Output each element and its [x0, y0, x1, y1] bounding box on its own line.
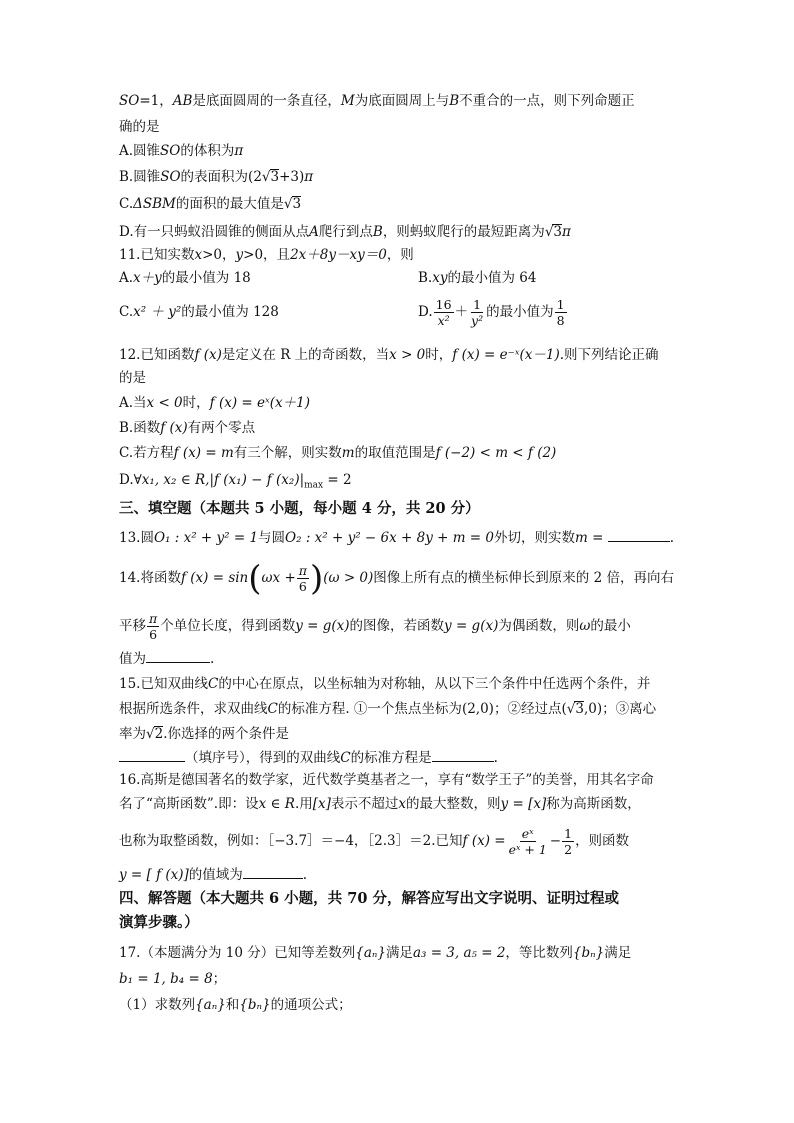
numerator: 1: [556, 297, 565, 312]
q16-line2: [119, 795, 641, 813]
math: ∀x₁, x₂ ∈ R,: [133, 472, 210, 488]
math: x > 0: [389, 347, 426, 363]
denominator: x²: [437, 313, 450, 328]
text: 12.已知函数: [119, 347, 195, 363]
text: 的通项公式；: [270, 997, 352, 1013]
math: x＋y: [133, 270, 162, 286]
text: 满足: [385, 945, 413, 961]
sqrt-radicand: 2: [154, 726, 164, 742]
text: B.: [418, 270, 433, 286]
math: {bₙ}: [572, 945, 605, 961]
text: ；②经过点: [493, 701, 562, 717]
text: >0，: [202, 247, 236, 263]
q12-option-a: [119, 394, 310, 412]
text: .: [210, 651, 215, 667]
denominator: eˣ + 1: [508, 842, 547, 857]
math: |f (x₁) − f (x₂)|: [209, 472, 305, 488]
denominator: 8: [556, 313, 565, 328]
q17-part1: [119, 996, 352, 1014]
answer-blank[interactable]: [119, 749, 185, 762]
text: 的最大整数，则: [406, 796, 501, 812]
text: 爬行到点: [318, 224, 373, 240]
fraction: [562, 826, 574, 857]
text: 也称为取整函数，例如：［−3.7］＝−4，［2.3］＝2.已知: [119, 833, 463, 849]
math: (2: [248, 169, 262, 185]
text: B.圆锥: [119, 169, 161, 185]
q11-stem: [119, 246, 414, 264]
sqrt-radicand: 3: [270, 169, 280, 185]
q10-stem-line1: [119, 92, 635, 110]
text: ；: [212, 971, 227, 987]
text: D.有一只蚂蚁沿圆锥的侧面从点: [119, 224, 310, 240]
q10-option-b: B.圆锥SO的表面积为(2√3+3)π: [119, 169, 314, 185]
fraction: [147, 611, 159, 642]
text: A.: [119, 270, 134, 286]
paren-open: (: [248, 558, 262, 599]
text: 11.已知实数: [119, 247, 195, 263]
math-b: B: [449, 93, 460, 109]
math: SO: [160, 143, 181, 159]
math: C: [207, 676, 219, 692]
text: .你选择的两个条件是: [163, 726, 289, 742]
math: x ∈ R: [258, 796, 295, 812]
fraction: [469, 297, 485, 328]
text: 平移: [119, 618, 146, 634]
text: 有三个解，则实数: [233, 445, 342, 461]
math: (: [561, 701, 567, 717]
math-m: M: [340, 93, 355, 109]
math: {aₙ}: [195, 997, 226, 1013]
text: 称为高斯函数，: [546, 796, 641, 812]
q17-line1: [119, 944, 631, 962]
math: ΔSBM: [133, 196, 176, 212]
math: = 2: [327, 472, 352, 488]
text: （填序号），得到的双曲线: [185, 750, 341, 766]
math: f (x) =: [462, 833, 506, 849]
text: 的最小值为: [486, 304, 554, 320]
q15-line3: 率为√2.你选择的两个条件是: [119, 726, 289, 742]
math: f (x) = eˣ(x＋1): [209, 395, 311, 411]
text: >0，且: [243, 247, 291, 263]
text: 是定义在 R 上的奇函数，当: [221, 347, 390, 363]
math: O₂ : x² + y² − 6x + 8y + m = 0: [285, 530, 495, 546]
section-3-heading: 三、填空题（本题共 5 小题，每小题 4 分，共 20 分）: [119, 500, 480, 517]
text: .: [302, 867, 308, 883]
sqrt-radicand: 3: [292, 196, 302, 212]
text: 图像上所有点的横坐标伸长到原来的 2 倍，再向右: [373, 570, 674, 586]
q16-line1: 16.高斯是德国著名的数学家，近代数学奠基者之一，享有“数学王子”的美誉，用其名字命: [119, 772, 654, 788]
numerator: 16: [435, 297, 452, 312]
math: 2x＋8y－xy＝0: [290, 247, 387, 263]
numerator: eˣ: [521, 826, 534, 841]
math: y: [235, 247, 244, 263]
section-4-heading-line1: 四、解答题（本大题共 6 小题，共 70 分，解答应写出文字说明、证明过程或: [119, 890, 619, 907]
fraction: [297, 563, 309, 594]
math: ω: [579, 618, 591, 634]
math: f (x) = e⁻ˣ(x－1): [452, 347, 560, 363]
math-so: SO: [119, 93, 140, 109]
text: 名了“高斯函数”.即：设: [119, 796, 259, 812]
q12-stem-line1: [119, 346, 659, 364]
text: 的取值范围是: [354, 445, 436, 461]
text: 率为: [119, 726, 146, 742]
denominator: 6: [298, 579, 307, 594]
math: x² ＋ y²: [133, 304, 182, 320]
text: 和: [225, 997, 240, 1013]
text: C.若方程: [119, 445, 174, 461]
math: SO: [160, 169, 181, 185]
denominator: 6: [149, 627, 158, 642]
q16-line4: [119, 866, 307, 884]
denominator: y²: [471, 313, 484, 328]
text: C.: [119, 196, 134, 212]
text: A.当: [119, 395, 147, 411]
math: [x]: [312, 796, 331, 812]
sqrt-radicand: 3: [575, 701, 584, 717]
text: .: [669, 530, 675, 546]
text: ；③离心: [602, 701, 657, 717]
math: f (x): [160, 420, 188, 436]
q12-option-d: [119, 471, 352, 495]
text: 的最小值为 64: [447, 270, 537, 286]
text: B.函数: [119, 420, 161, 436]
text: 的最小: [590, 618, 631, 634]
q15-line4: [119, 749, 498, 767]
numerator: 1: [473, 297, 482, 312]
text: 的体积为: [180, 143, 235, 159]
text: −: [549, 833, 562, 849]
text: 的最小值为 18: [161, 270, 251, 286]
text: .: [493, 750, 498, 766]
text: 的值域为: [188, 867, 243, 883]
fraction: [555, 297, 567, 328]
math: xy: [432, 270, 448, 286]
text: 的图像，若函数: [349, 618, 445, 634]
q12-option-b: [119, 419, 255, 437]
q17-line2: [119, 970, 226, 988]
text: .则下列结论正确: [559, 347, 659, 363]
text: C.: [119, 304, 134, 320]
math: m: [575, 530, 588, 546]
section-4-heading-line2: 演算步骤。）: [119, 914, 199, 931]
text: ，则: [386, 247, 414, 263]
text: 个单位长度，得到函数: [160, 618, 296, 634]
q10-option-a: [119, 142, 243, 160]
text: 与圆: [258, 530, 286, 546]
math: π: [304, 169, 314, 185]
text: 表示不超过: [330, 796, 399, 812]
q10-option-d: D.有一只蚂蚁沿圆锥的侧面从点A爬行到点B，则蚂蚁爬行的最短距离为√3π: [119, 224, 571, 240]
math: x: [194, 247, 203, 263]
q11-option-c: [119, 303, 279, 321]
q16-line3: [119, 822, 629, 860]
math: C: [340, 750, 351, 766]
math: ,0): [583, 701, 603, 717]
text: （1）求数列: [119, 997, 196, 1013]
text: 是底面圆周的一条直径，: [192, 93, 341, 109]
q14-line2: [119, 608, 631, 644]
text: 的最小值为 128: [181, 304, 279, 320]
text: 有两个零点: [187, 420, 256, 436]
q14-line3: [119, 650, 214, 668]
math: B: [372, 224, 383, 240]
math: y = [ f (x)]: [119, 867, 189, 883]
q11-option-d: [418, 293, 568, 331]
text: 为底面圆周上与: [354, 93, 450, 109]
fraction: [434, 297, 454, 328]
text: 不重合的一点，则下列命题正: [459, 93, 635, 109]
text: 值为: [119, 651, 146, 667]
text: D.: [119, 472, 134, 488]
q12-option-c: [119, 444, 556, 462]
answer-blank[interactable]: [146, 650, 210, 663]
answer-blank[interactable]: [243, 866, 303, 879]
q10-option-c: C.ΔSBM的面积的最大值是√3: [119, 196, 302, 212]
text: ，则蚂蚁爬行的最短距离为: [382, 224, 545, 240]
fraction: [507, 826, 549, 857]
text: 13.圆: [119, 530, 154, 546]
text: 满足: [604, 945, 632, 961]
text: 的表面积为: [180, 169, 249, 185]
text: ，等比数列: [505, 945, 573, 961]
answer-blank[interactable]: [608, 529, 670, 542]
q11-option-b: [418, 269, 536, 287]
q15-line2: 根据所选条件，求双曲线C的标准方程. ①一个焦点坐标为(2,0)；②经过点(√3,0)；③离心: [119, 701, 657, 717]
math: {aₙ}: [355, 945, 386, 961]
numerator: π: [298, 563, 307, 578]
math: y = [x]: [500, 796, 547, 812]
math: C: [267, 701, 278, 717]
text: 14.将函数: [119, 570, 181, 586]
text: 时，: [182, 395, 210, 411]
math: f (−2) < m < f (2): [435, 445, 557, 461]
text: 外切，则实数: [494, 530, 576, 546]
math: (ω > 0): [323, 570, 374, 586]
q15-line1: [119, 675, 650, 693]
math: π: [562, 224, 571, 240]
text: 15.已知双曲线: [119, 676, 208, 692]
math: x < 0: [146, 395, 183, 411]
text: 的中心在原点，以坐标轴为对称轴，从以下三个条件中任选两个条件，并: [218, 676, 651, 692]
q12-stem-line2: 的是: [119, 370, 146, 386]
math: f (x) = sin: [180, 570, 249, 586]
denominator: 2: [564, 842, 573, 857]
math: +3): [279, 169, 305, 185]
math: f (x): [194, 347, 222, 363]
math: x: [398, 796, 407, 812]
text: 17.（本题满分为 10 分）已知等差数列: [119, 945, 356, 961]
answer-blank[interactable]: [432, 749, 494, 762]
text: 的标准方程是: [350, 750, 432, 766]
text: 的标准方程. ①一个焦点坐标为: [277, 701, 462, 717]
text: 的面积的最大值是: [175, 196, 284, 212]
text: 时，: [425, 347, 453, 363]
sqrt-radicand: 3: [553, 224, 563, 240]
text: D.: [418, 304, 433, 320]
text: =: [592, 530, 604, 546]
numerator: π: [149, 611, 158, 626]
text: 根据所选条件，求双曲线: [119, 701, 268, 717]
math-ab: AB: [172, 93, 193, 109]
math: f (x) = m: [173, 445, 234, 461]
math: π: [234, 143, 244, 159]
math: y = g(x): [295, 618, 350, 634]
math: (2,0): [461, 701, 494, 717]
math: ωx +: [261, 570, 296, 586]
q10-stem-line2: 确的是: [119, 119, 160, 135]
text: 为偶函数，则: [498, 618, 580, 634]
math: {bₙ}: [239, 997, 271, 1013]
text: A.圆锥: [119, 143, 161, 159]
text: .用: [294, 796, 313, 812]
text: ，则函数: [575, 833, 630, 849]
math: O₁ : x² + y² = 1: [153, 530, 259, 546]
math: A: [309, 224, 319, 240]
math: y = g(x): [444, 618, 499, 634]
paren-close: ): [309, 558, 324, 599]
math: m: [341, 445, 355, 461]
math: b₁ = 1, b₄ = 8: [119, 971, 213, 987]
q13-line: [119, 529, 674, 547]
q11-option-a: [119, 269, 251, 287]
math: a₃ = 3, a₅ = 2: [412, 945, 506, 961]
q14-line1: [119, 558, 674, 599]
numerator: 1: [564, 826, 573, 841]
text: =1，: [139, 93, 173, 109]
text: ＋: [454, 304, 469, 320]
subscript: max: [304, 480, 324, 491]
